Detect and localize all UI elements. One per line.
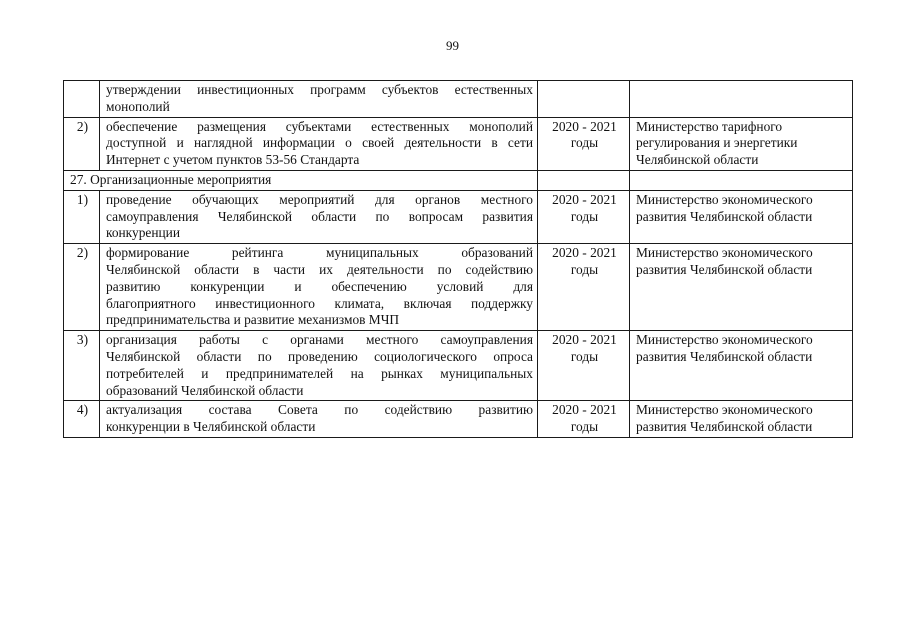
section-heading-row	[64, 170, 853, 190]
table-row	[64, 190, 853, 243]
description-line: обеспечение размещения субъектами естественных монополий	[106, 118, 533, 134]
table-row-continuation	[64, 81, 853, 118]
period-years: 2020 - 2021	[552, 245, 617, 261]
description-line: потребителей и предпринимателей на рынках муниципальных	[106, 365, 533, 381]
section-responsible-cell	[630, 170, 853, 190]
section-period-cell	[538, 170, 630, 190]
row-description	[100, 190, 538, 243]
responsible-line: развития Челябинской области	[636, 261, 813, 277]
table-row	[64, 117, 853, 170]
description-line: Интернет с учетом пунктов 53-56 Стандарта	[106, 152, 360, 168]
row-period	[538, 190, 630, 243]
row-period	[538, 331, 630, 401]
description-line: предпринимательства и развитие механизмов МЧП	[106, 312, 400, 328]
row-responsible	[630, 244, 853, 331]
section-title: 27. Организационные мероприятия	[64, 170, 538, 190]
row-responsible	[630, 117, 853, 170]
description-line: развитию конкуренции и обеспечению условий для	[106, 278, 533, 294]
table-row	[64, 401, 853, 438]
description-line: формирование рейтинга муниципальных образований	[106, 245, 533, 261]
period-unit: годы	[570, 419, 599, 435]
row-period	[538, 244, 630, 331]
row-description	[100, 401, 538, 438]
description-line: проведение обучающих мероприятий для органов местного	[106, 191, 533, 207]
table-row	[64, 244, 853, 331]
period-unit: годы	[570, 208, 599, 224]
description-line: Челябинской области по проведению социологического опроса	[106, 348, 533, 364]
row-number: 2)	[64, 244, 100, 331]
row-number-cell	[64, 81, 100, 118]
row-period	[538, 401, 630, 438]
responsible-line: Министерство экономического	[636, 245, 813, 261]
row-responsible	[630, 81, 853, 118]
row-responsible	[630, 401, 853, 438]
row-number: 3)	[64, 331, 100, 401]
row-description	[100, 81, 538, 118]
description-line: актуализация состава Совета по содействию развитию	[106, 402, 533, 418]
row-description	[100, 117, 538, 170]
description-line: конкуренции	[106, 225, 181, 241]
responsible-line: развития Челябинской области	[636, 419, 813, 435]
description-line: конкуренции в Челябинской области	[106, 419, 316, 435]
description-line: благоприятного инвестиционного климата, включая поддержку	[106, 295, 533, 311]
description-line: утверждении инвестиционных программ субъектов естественных	[106, 82, 533, 97]
responsible-line: развития Челябинской области	[636, 348, 813, 364]
row-description	[100, 331, 538, 401]
responsible-line: Министерство тарифного	[636, 118, 783, 134]
page-number: 99	[446, 38, 459, 53]
table-row	[64, 331, 853, 401]
description-line: Челябинской области в части их деятельности по содействию	[106, 261, 533, 277]
period-unit: годы	[570, 348, 599, 364]
responsible-line: Министерство экономического	[636, 402, 813, 418]
period-years: 2020 - 2021	[552, 191, 617, 207]
description-line: образований Челябинской области	[106, 382, 304, 398]
row-number: 2)	[64, 117, 100, 170]
responsible-line: Челябинской области	[636, 152, 759, 168]
row-period	[538, 117, 630, 170]
description-line: монополий	[106, 98, 170, 114]
period-years: 2020 - 2021	[552, 332, 617, 348]
period-years: 2020 - 2021	[552, 402, 617, 418]
row-responsible	[630, 331, 853, 401]
period-unit: годы	[570, 135, 599, 151]
responsible-line: Министерство экономического	[636, 332, 813, 348]
row-description	[100, 244, 538, 331]
responsible-line: Министерство экономического	[636, 191, 813, 207]
period-years: 2020 - 2021	[552, 118, 617, 134]
description-line: организация работы с органами местного самоуправления	[106, 332, 533, 348]
description-line: самоуправления Челябинской области по вопросам развития	[106, 208, 533, 224]
row-number: 1)	[64, 190, 100, 243]
responsible-line: регулирования и энергетики	[636, 135, 798, 151]
period-unit: годы	[570, 261, 599, 277]
measures-table	[63, 80, 853, 438]
row-period	[538, 81, 630, 118]
responsible-line: развития Челябинской области	[636, 208, 813, 224]
description-line: доступной и наглядной информации о своей деятельности в сети	[106, 135, 533, 151]
row-responsible	[630, 190, 853, 243]
row-number: 4)	[64, 401, 100, 438]
